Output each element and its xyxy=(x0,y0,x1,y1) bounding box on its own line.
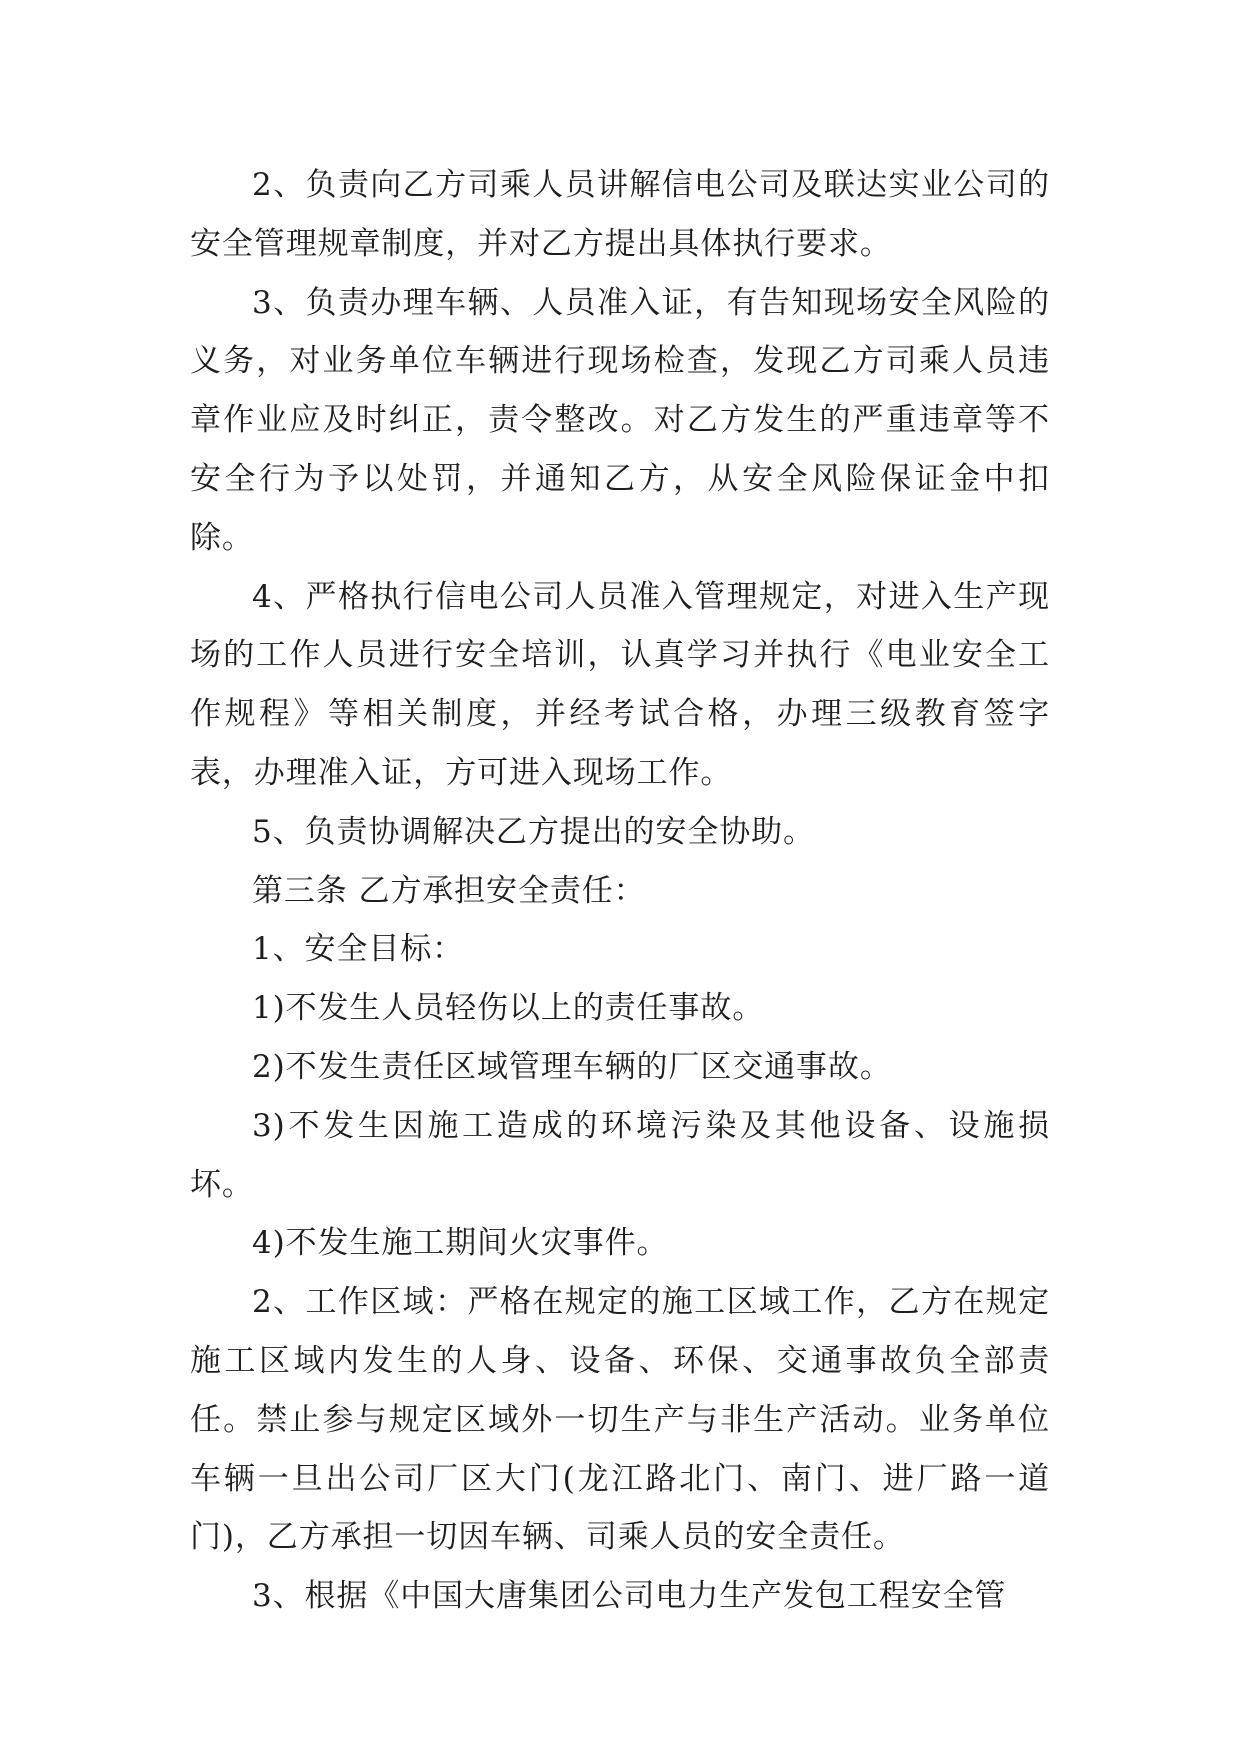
paragraph-safety-goal: 1、安全目标： xyxy=(252,931,465,968)
paragraph-regulation: 3、根据《中国大唐集团公司电力生产发包工程安全管 xyxy=(252,1578,1007,1615)
paragraph-work-area: 2、工作区域：严格在规定的施工区域工作，乙方在规定施工区域内发生的人身、设备、环保、交通事故负全部责任。禁止参与规定区域外一切生产与非生产活动。业务单位车辆一旦出公司厂区大门(龙江路北门、南门、进厂路一道门)，乙方承担一切因车辆、司乘人员的安全责任。 xyxy=(190,1284,1050,1556)
document-body xyxy=(190,156,1050,1626)
goal-item-3: 3)不发生因施工造成的环境污染及其他设备、设施损坏。 xyxy=(190,1107,1050,1203)
paragraph-2: 3、负责办理车辆、人员准入证，有告知现场安全风险的义务，对业务单位车辆进行现场检查，发现乙方司乘人员违章作业应及时纠正，责令整改。对乙方发生的严重违章等不安全行为予以处罚，并通知乙方，从安全风险保证金中扣除。 xyxy=(190,284,1050,556)
paragraph-1: 2、负责向乙方司乘人员讲解信电公司及联达实业公司的安全管理规章制度，并对乙方提出具体执行要求。 xyxy=(190,167,1050,262)
paragraph-4: 5、负责协调解决乙方提出的安全协助。 xyxy=(252,813,815,850)
paragraph-3: 4、严格执行信电公司人员准入管理规定，对进入生产现场的工作人员进行安全培训，认真学习并执行《电业安全工作规程》等相关制度，并经考试合格，办理三级教育签字表，办理准入证，方可进入现场工作。 xyxy=(190,578,1050,791)
article-heading: 第三条 乙方承担安全责任： xyxy=(252,872,646,909)
goal-item-2: 2)不发生责任区域管理车辆的厂区交通事故。 xyxy=(252,1048,892,1085)
goal-item-1: 1)不发生人员轻伤以上的责任事故。 xyxy=(252,990,765,1027)
goal-item-4: 4)不发生施工期间火灾事件。 xyxy=(252,1225,669,1262)
